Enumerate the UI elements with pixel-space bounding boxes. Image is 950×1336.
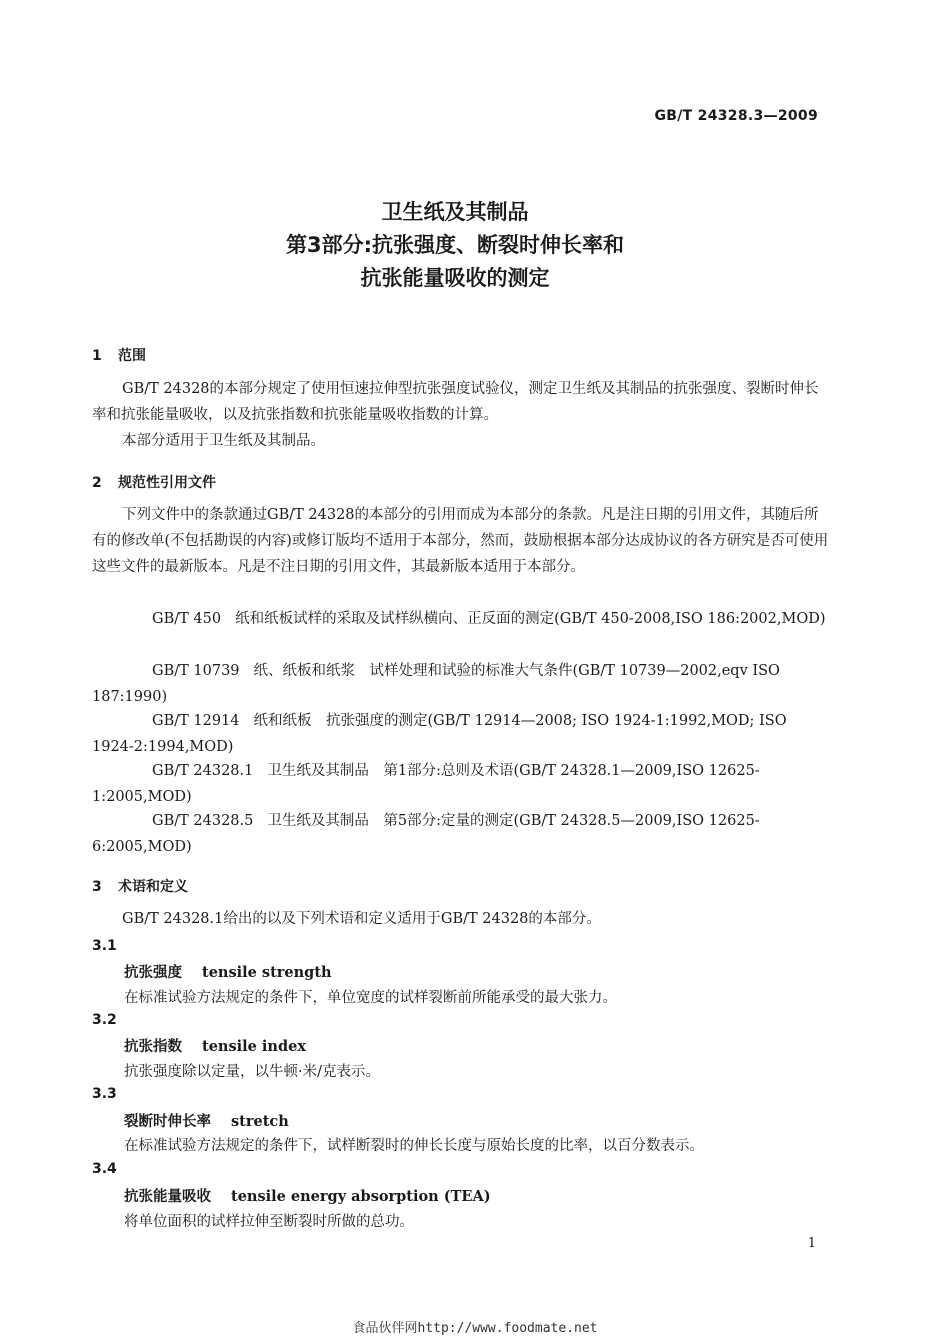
term-entry [124,1185,491,1206]
section-title: 范围 [118,348,146,364]
term-number: 3.2 [92,1012,117,1028]
term-english: stretch [231,1113,289,1130]
section-number: 1 [92,348,102,364]
reference-item [92,758,832,810]
term-number: 3.4 [92,1161,117,1177]
reference-code: GB/T 24328.5 [152,813,254,829]
reference-code: GB/T 24328.1 [152,763,254,779]
term-definition: 抗张强度除以定量，以牛顿·米/克表示。 [124,1064,380,1080]
term-entry [124,961,332,982]
title-line-1: 卫生纸及其制品 [381,200,529,224]
term-definition: 将单位面积的试样拉伸至断裂时所做的总功。 [124,1214,414,1230]
term-chinese: 抗张强度 [124,965,182,981]
reference-item [92,708,832,760]
section-3-heading [92,876,188,896]
section-number: 3 [92,879,102,895]
section-3-intro: GB/T 24328.1给出的以及下列术语和定义适用于GB/T 24328的本部分。 [122,911,601,927]
term-number: 3.3 [92,1086,117,1102]
reference-text: 纸和纸板试样的采取及试样纵横向、正反面的测定(GB/T 450-2008,ISO 186:2002,MOD) [235,611,826,627]
reference-code: GB/T 450 [152,611,222,627]
term-chinese: 抗张指数 [124,1039,182,1055]
standard-code: GB/T 24328.3—2009 [654,108,818,124]
reference-text: 卫生纸及其制品 第1部分:总则及术语(GB/T 24328.1—2009,ISO 12625-1:2005,MOD) [92,763,760,805]
section-title: 规范性引用文件 [118,475,216,491]
term-english: tensile strength [202,964,332,981]
reference-code: GB/T 10739 [152,663,240,679]
title-line-2: 第3部分:抗张强度、断裂时伸长率和 [285,233,624,257]
term-chinese: 抗张能量吸收 [124,1189,211,1205]
reference-item [92,658,832,710]
section-2-heading [92,472,216,492]
page-number: 1 [807,1236,816,1251]
reference-item [92,606,832,632]
reference-item [92,808,832,860]
term-entry [124,1110,289,1131]
term-english: tensile index [202,1038,306,1055]
term-number: 3.1 [92,938,117,954]
section-1-heading [92,345,146,365]
footer-watermark: 食品伙伴网http://www.foodmate.net [352,1321,598,1336]
reference-text: 卫生纸及其制品 第5部分:定量的测定(GB/T 24328.5—2009,ISO 12625-6:2005,MOD) [92,813,760,855]
term-definition: 在标准试验方法规定的条件下，试样断裂时的伸长长度与原始长度的比率，以百分数表示。 [124,1138,704,1154]
section-title: 术语和定义 [118,879,188,895]
term-chinese: 裂断时伸长率 [124,1114,211,1130]
section-1-paragraph-2: 本部分适用于卫生纸及其制品。 [122,433,325,449]
term-english: tensile energy absorption (TEA) [231,1188,491,1205]
section-1-paragraph-1: GB/T 24328的本部分规定了使用恒速拉伸型抗张强度试验仪，测定卫生纸及其制品的抗张强度、裂断时伸长率和抗张能量吸收，以及抗张指数和抗张能量吸收指数的计算。 [92,381,819,423]
term-entry [124,1035,306,1056]
reference-code: GB/T 12914 [152,713,240,729]
title-line-3: 抗张能量吸收的测定 [360,266,550,290]
reference-text: 纸、纸板和纸浆 试样处理和试验的标准大气条件(GB/T 10739—2002,eqv ISO 187:1990) [92,663,780,705]
reference-text: 纸和纸板 抗张强度的测定(GB/T 12914—2008; ISO 1924-1:1992,MOD; ISO 1924-2:1994,MOD) [92,713,787,755]
section-number: 2 [92,475,102,491]
term-definition: 在标准试验方法规定的条件下，单位宽度的试样裂断前所能承受的最大张力。 [124,990,617,1006]
section-2-intro: 下列文件中的条款通过GB/T 24328的本部分的引用而成为本部分的条款。凡是注日期的引用文件，其随后所有的修改单(不包括勘误的内容)或修订版均不适用于本部分，然而，鼓励根据本部分达成协议的各方研究是否可使用这些文件的最新版本。凡是不注日期的引用文件，其最新版本适用于本部分。 [92,507,829,575]
